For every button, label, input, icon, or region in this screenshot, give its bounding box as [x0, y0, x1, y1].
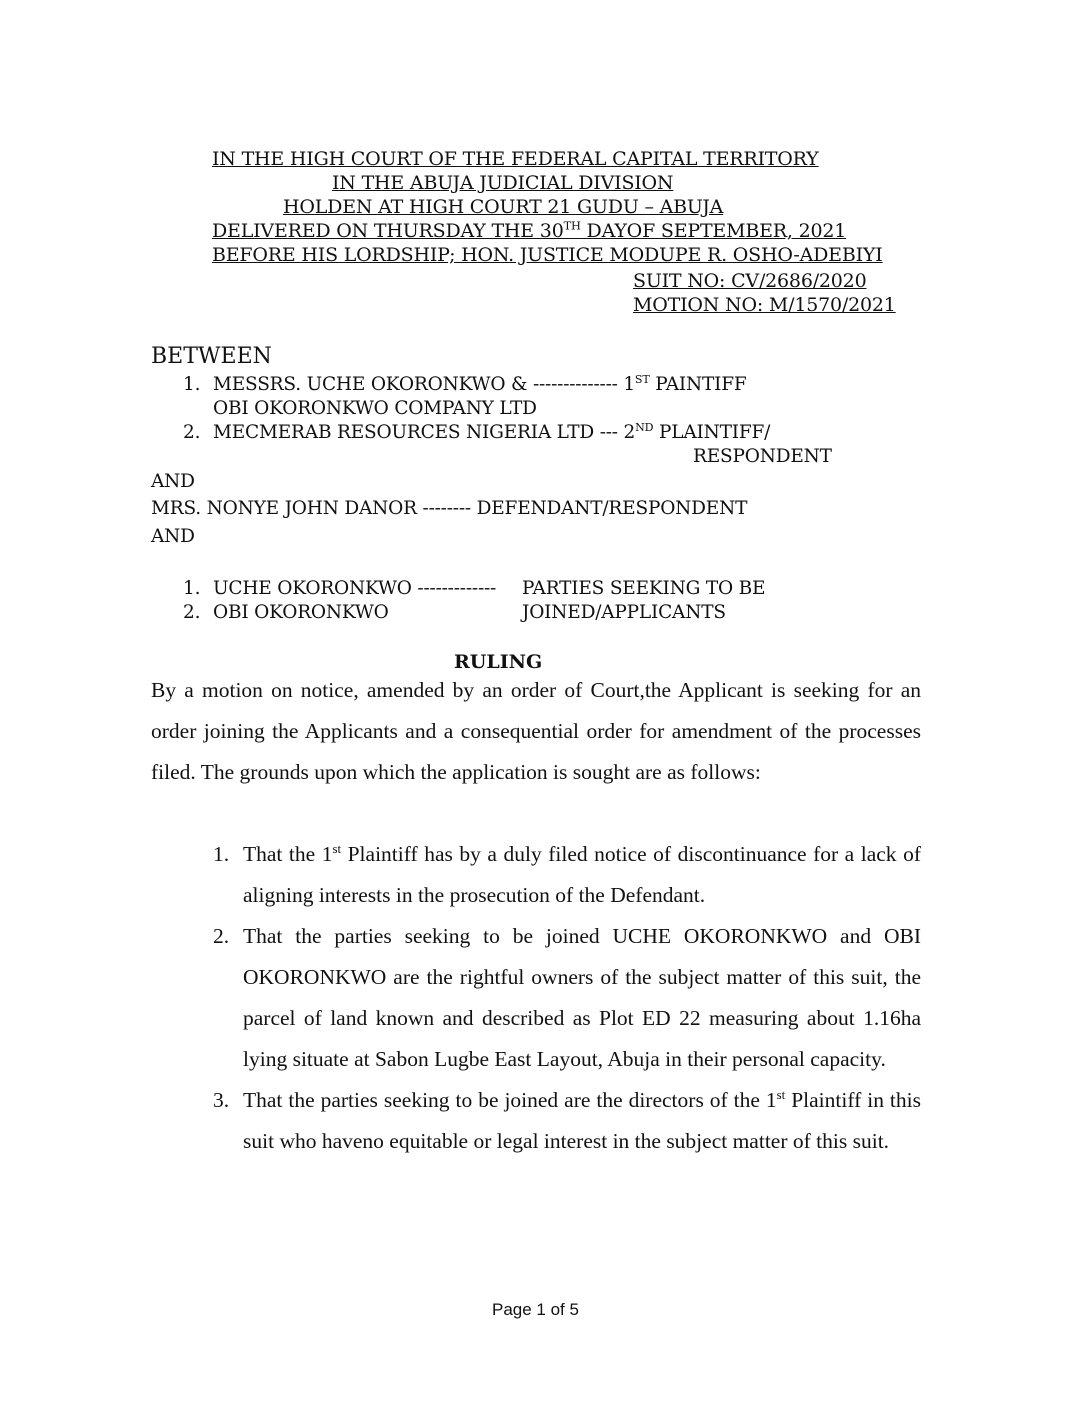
joinder-party-2: 2. OBI OKORONKWO: [183, 602, 389, 623]
ground-item-1: 1. That the 1st Plaintiff has by a duly filed notice of discontinuance for a lack of aligning interests in the prosecution of the Defendant.: [213, 841, 921, 907]
joinder-party-1: 1. UCHE OKORONKWO -------------: [183, 578, 497, 599]
judge-line: BEFORE HIS LORDSHIP; HON. JUSTICE MODUPE R. OSHO-ADEBIYI: [212, 244, 883, 266]
ground-item-3: 3. That the parties seeking to be joined are the directors of the 1st Plaintiff in this suit who haveno equitable or legal interest in the subject matter of this suit.: [213, 1087, 921, 1153]
party-2-line-2: RESPONDENT: [693, 446, 832, 467]
joinder-role-line-1: PARTIES SEEKING TO BE: [522, 578, 766, 599]
holden-line: HOLDEN AT HIGH COURT 21 GUDU – ABUJA: [283, 196, 724, 218]
suit-number: SUIT NO: CV/2686/2020: [633, 270, 867, 292]
defendant-line: MRS. NONYE JOHN DANOR -------- DEFENDANT/RESPONDENT: [151, 498, 748, 519]
grounds-list: [213, 834, 921, 1162]
joinder-role-line-2: JOINED/APPLICANTS: [522, 602, 726, 623]
party-1-line-2: OBI OKORONKWO COMPANY LTD: [213, 398, 537, 419]
ruling-intro-paragraph: By a motion on notice, amended by an order of Court,the Applicant is seeking for an order joining the Applicants and a consequential order for amendment of the processes filed. The grounds upon which the application is sought are as follows:: [151, 678, 921, 784]
ground-item-2: 2. That the parties seeking to be joined UCHE OKORONKWO and OBI OKORONKWO are the rightful owners of the subject matter of this suit, the parcel of land known and described as Plot ED 22 measuring about 1.16ha lying situate at Sabon Lugbe East Layout, Abuja in their personal capacity.: [213, 924, 921, 1071]
party-2-line-1: 2. MECMERAB RESOURCES NIGERIA LTD --- 2ND PLAINTIFF/: [183, 420, 771, 443]
ruling-title: RULING: [454, 651, 543, 673]
division-line: IN THE ABUJA JUDICIAL DIVISION: [332, 172, 674, 194]
page-number: Page 1 of 5: [492, 1300, 579, 1319]
delivery-date-line: DELIVERED ON THURSDAY THE 30TH DAYOF SEPTEMBER, 2021: [212, 218, 847, 242]
party-1-line-1: 1. MESSRS. UCHE OKORONKWO & -------------- 1ST PAINTIFF: [183, 372, 747, 395]
between-heading: BETWEEN: [151, 344, 272, 369]
and-separator-2: AND: [151, 526, 195, 547]
motion-number: MOTION NO: M/1570/2021: [633, 294, 896, 316]
court-name-line: IN THE HIGH COURT OF THE FEDERAL CAPITAL TERRITORY: [212, 148, 819, 170]
and-separator-1: AND: [151, 471, 195, 492]
